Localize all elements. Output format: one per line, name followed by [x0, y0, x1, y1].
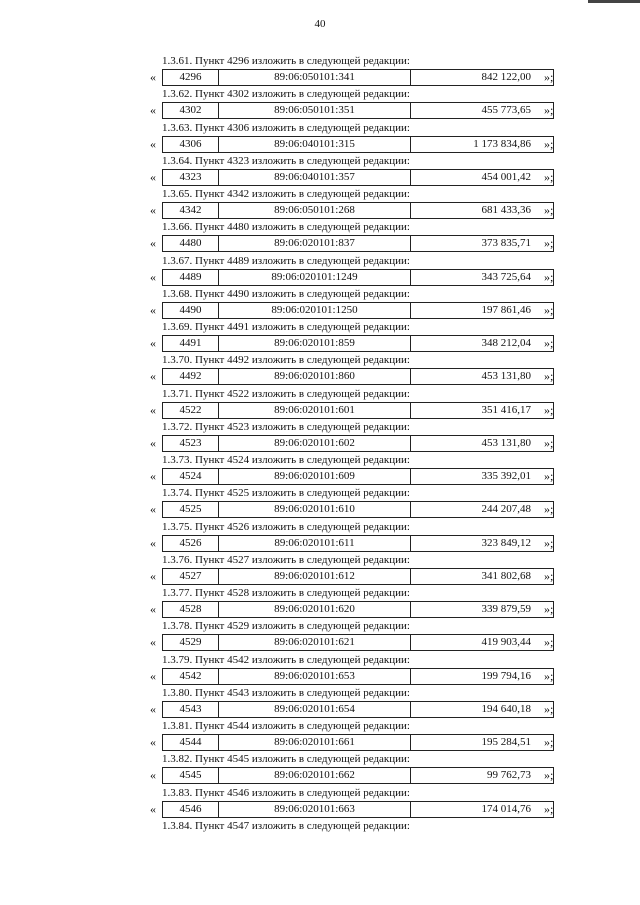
item-number-cell: 4544	[163, 735, 219, 750]
entry-heading: 1.3.68. Пункт 4490 изложить в следующей редакции:	[162, 287, 410, 300]
entry-heading: 1.3.81. Пункт 4544 изложить в следующей редакции:	[162, 720, 410, 732]
entry-table	[162, 468, 554, 485]
cadastral-number-cell: 89:06:020101:653	[219, 669, 411, 684]
entry-table	[162, 102, 554, 119]
amendments-list	[150, 55, 570, 820]
entry-table	[162, 136, 554, 153]
amendment-entry	[150, 554, 570, 587]
item-number-cell: 4543	[163, 702, 219, 717]
item-number-cell: 4523	[163, 436, 219, 451]
close-quote: »;	[544, 302, 554, 317]
entry-heading: 1.3.75. Пункт 4526 изложить в следующей редакции:	[162, 520, 410, 533]
cadastral-number-cell: 89:06:020101:837	[219, 236, 411, 251]
amendment-entry	[150, 88, 570, 121]
cadastral-value-cell: 681 433,36	[481, 204, 531, 216]
cadastral-value-cell: 348 212,04	[481, 337, 531, 349]
open-quote: «	[150, 502, 156, 517]
close-quote: »;	[544, 103, 554, 118]
close-quote: »;	[544, 469, 554, 483]
entry-row	[150, 402, 570, 419]
close-quote: »;	[544, 568, 554, 583]
cadastral-number-cell: 89:06:050101:268	[219, 203, 411, 218]
cadastral-number-cell: 89:06:020101:611	[219, 536, 411, 551]
entry-table	[162, 435, 554, 452]
entry-heading: 1.3.69. Пункт 4491 изложить в следующей редакции:	[162, 321, 410, 333]
open-quote: «	[150, 768, 156, 783]
entry-row	[150, 202, 570, 219]
entry-heading: 1.3.78. Пункт 4529 изложить в следующей редакции:	[162, 620, 410, 633]
open-quote: «	[150, 535, 156, 550]
entry-heading: 1.3.64. Пункт 4323 изложить в следующей редакции:	[162, 154, 410, 167]
entry-heading: 1.3.73. Пункт 4524 изложить в следующей редакции:	[162, 454, 410, 466]
final-heading: 1.3.84. Пункт 4547 изложить в следующей редакции:	[162, 820, 410, 832]
entry-table	[162, 235, 554, 252]
entry-row	[150, 235, 570, 252]
cadastral-value-cell: 174 014,76	[481, 802, 531, 815]
amendment-entry	[150, 521, 570, 554]
cadastral-value-cell: 1 173 834,86	[473, 137, 531, 150]
amendment-entry	[150, 587, 570, 620]
amendment-entry	[150, 753, 570, 786]
cadastral-value-cell: 419 903,44	[481, 636, 531, 649]
cadastral-value-cell: 454 001,42	[481, 170, 531, 183]
item-number-cell: 4542	[163, 669, 219, 684]
entry-heading: 1.3.79. Пункт 4542 изложить в следующей редакции:	[162, 653, 410, 666]
entry-table	[162, 634, 554, 651]
close-quote: »;	[544, 136, 554, 151]
amendment-entry	[150, 55, 570, 88]
entry-heading: 1.3.67. Пункт 4489 изложить в следующей редакции:	[162, 254, 410, 267]
item-number-cell: 4323	[163, 170, 219, 185]
amendment-entry	[150, 155, 570, 188]
cadastral-value-cell: 99 762,73	[487, 769, 531, 782]
open-quote: «	[150, 269, 156, 284]
cadastral-number-cell: 89:06:020101:1249	[219, 270, 411, 285]
amendment-entry	[150, 188, 570, 221]
open-quote: «	[150, 169, 156, 184]
open-quote: «	[150, 635, 156, 650]
open-quote: «	[150, 236, 156, 251]
cadastral-value-cell: 453 131,80	[481, 370, 531, 383]
entry-table	[162, 202, 554, 219]
entry-table	[162, 402, 554, 419]
cadastral-value-cell: 339 879,59	[481, 603, 531, 615]
close-quote: »;	[544, 169, 554, 184]
entry-heading: 1.3.61. Пункт 4296 изложить в следующей редакции:	[162, 55, 410, 67]
open-quote: «	[150, 435, 156, 450]
open-quote: «	[150, 602, 156, 616]
cadastral-number-cell: 89:06:020101:859	[219, 336, 411, 351]
entry-row	[150, 701, 570, 718]
amendment-entry	[150, 122, 570, 155]
entry-row	[150, 634, 570, 651]
entry-heading: 1.3.74. Пункт 4525 изложить в следующей редакции:	[162, 487, 410, 500]
entry-table	[162, 335, 554, 352]
entry-table	[162, 501, 554, 518]
entry-row	[150, 269, 570, 286]
item-number-cell: 4524	[163, 469, 219, 484]
entry-table	[162, 535, 554, 552]
item-number-cell: 4302	[163, 103, 219, 118]
page-number: 40	[314, 18, 326, 30]
item-number-cell: 4527	[163, 569, 219, 584]
close-quote: »;	[544, 735, 554, 749]
cadastral-number-cell: 89:06:020101:610	[219, 502, 411, 517]
close-quote: »;	[544, 203, 554, 217]
close-quote: »;	[544, 435, 554, 450]
entry-row	[150, 568, 570, 585]
amendment-entry	[150, 687, 570, 720]
cadastral-value-cell: 197 861,46	[481, 303, 531, 316]
close-quote: »;	[544, 502, 554, 517]
entry-heading: 1.3.82. Пункт 4545 изложить в следующей редакции:	[162, 753, 410, 766]
entry-table	[162, 801, 554, 818]
entry-table	[162, 69, 554, 86]
close-quote: »;	[544, 701, 554, 716]
amendment-entry	[150, 620, 570, 653]
close-quote: »;	[544, 336, 554, 350]
entry-row	[150, 169, 570, 186]
scan-corner-mark	[588, 0, 640, 3]
cadastral-number-cell: 89:06:020101:620	[219, 602, 411, 617]
entry-row	[150, 734, 570, 751]
entry-heading: 1.3.76. Пункт 4527 изложить в следующей редакции:	[162, 553, 410, 566]
cadastral-value-cell: 335 392,01	[481, 470, 531, 482]
cadastral-number-cell: 89:06:020101:612	[219, 569, 411, 584]
cadastral-number-cell: 89:06:020101:621	[219, 635, 411, 650]
entry-heading: 1.3.63. Пункт 4306 изложить в следующей редакции:	[162, 121, 410, 134]
close-quote: »;	[544, 70, 554, 84]
cadastral-number-cell: 89:06:020101:662	[219, 768, 411, 783]
open-quote: «	[150, 568, 156, 583]
cadastral-number-cell: 89:06:020101:1250	[219, 303, 411, 318]
close-quote: »;	[544, 635, 554, 650]
cadastral-number-cell: 89:06:020101:609	[219, 469, 411, 484]
open-quote: «	[150, 402, 156, 417]
cadastral-number-cell: 89:06:050101:341	[219, 70, 411, 85]
entry-row	[150, 801, 570, 818]
cadastral-value-cell: 199 794,16	[481, 669, 531, 682]
amendment-entry	[150, 288, 570, 321]
entry-row	[150, 767, 570, 784]
entry-table	[162, 568, 554, 585]
close-quote: »;	[544, 236, 554, 251]
item-number-cell: 4545	[163, 768, 219, 783]
amendment-entry	[150, 720, 570, 753]
entry-table	[162, 668, 554, 685]
entry-heading: 1.3.65. Пункт 4342 изложить в следующей редакции:	[162, 188, 410, 200]
close-quote: »;	[544, 801, 554, 816]
cadastral-number-cell: 89:06:020101:601	[219, 403, 411, 418]
entry-row	[150, 435, 570, 452]
entry-row	[150, 102, 570, 119]
entry-row	[150, 668, 570, 685]
cadastral-value-cell: 453 131,80	[481, 436, 531, 449]
cadastral-value-cell: 373 835,71	[481, 237, 531, 250]
amendment-entry	[150, 454, 570, 487]
close-quote: »;	[544, 269, 554, 284]
item-number-cell: 4306	[163, 137, 219, 152]
cadastral-number-cell: 89:06:040101:315	[219, 137, 411, 152]
entry-row	[150, 535, 570, 552]
cadastral-value-cell: 842 122,00	[481, 71, 531, 83]
cadastral-number-cell: 89:06:020101:663	[219, 802, 411, 817]
item-number-cell: 4529	[163, 635, 219, 650]
cadastral-value-cell: 455 773,65	[481, 104, 531, 117]
entry-row	[150, 69, 570, 86]
entry-heading: 1.3.66. Пункт 4480 изложить в следующей редакции:	[162, 221, 410, 234]
cadastral-number-cell: 89:06:020101:602	[219, 436, 411, 451]
close-quote: »;	[544, 369, 554, 384]
open-quote: «	[150, 70, 156, 84]
cadastral-number-cell: 89:06:020101:654	[219, 702, 411, 717]
amendment-entry	[150, 321, 570, 354]
entry-table	[162, 701, 554, 718]
item-number-cell: 4525	[163, 502, 219, 517]
entry-table	[162, 302, 554, 319]
entry-heading: 1.3.71. Пункт 4522 изложить в следующей редакции:	[162, 387, 410, 400]
cadastral-value-cell: 244 207,48	[481, 503, 531, 516]
cadastral-value-cell: 194 640,18	[481, 702, 531, 715]
item-number-cell: 4491	[163, 336, 219, 351]
entry-table	[162, 601, 554, 618]
open-quote: «	[150, 801, 156, 816]
item-number-cell: 4489	[163, 270, 219, 285]
open-quote: «	[150, 203, 156, 217]
amendment-entry	[150, 787, 570, 820]
close-quote: »;	[544, 668, 554, 683]
entry-row	[150, 302, 570, 319]
entry-table	[162, 767, 554, 784]
entry-table	[162, 368, 554, 385]
cadastral-value-cell: 343 725,64	[481, 270, 531, 283]
open-quote: «	[150, 735, 156, 749]
close-quote: »;	[544, 535, 554, 550]
cadastral-value-cell: 341 802,68	[481, 569, 531, 582]
entry-row	[150, 601, 570, 618]
cadastral-number-cell: 89:06:040101:357	[219, 170, 411, 185]
open-quote: «	[150, 701, 156, 716]
close-quote: »;	[544, 402, 554, 417]
cadastral-value-cell: 323 849,12	[481, 536, 531, 549]
close-quote: »;	[544, 768, 554, 783]
entry-row	[150, 368, 570, 385]
cadastral-value-cell: 351 416,17	[481, 403, 531, 416]
entry-heading: 1.3.62. Пункт 4302 изложить в следующей редакции:	[162, 88, 410, 101]
cadastral-number-cell: 89:06:020101:661	[219, 735, 411, 750]
item-number-cell: 4528	[163, 602, 219, 617]
close-quote: »;	[544, 602, 554, 616]
cadastral-number-cell: 89:06:020101:860	[219, 369, 411, 384]
amendment-entry	[150, 487, 570, 520]
entry-heading: 1.3.70. Пункт 4492 изложить в следующей редакции:	[162, 354, 410, 367]
amendment-entry	[150, 654, 570, 687]
open-quote: «	[150, 369, 156, 384]
item-number-cell: 4480	[163, 236, 219, 251]
entry-table	[162, 169, 554, 186]
amendment-entry	[150, 221, 570, 254]
item-number-cell: 4490	[163, 303, 219, 318]
amendment-entry	[150, 388, 570, 421]
cadastral-value-cell: 195 284,51	[481, 736, 531, 748]
open-quote: «	[150, 336, 156, 350]
item-number-cell: 4526	[163, 536, 219, 551]
entry-table	[162, 269, 554, 286]
entry-heading: 1.3.77. Пункт 4528 изложить в следующей редакции:	[162, 587, 410, 599]
entry-heading: 1.3.83. Пункт 4546 изложить в следующей редакции:	[162, 786, 410, 799]
entry-table	[162, 734, 554, 751]
entry-row	[150, 136, 570, 153]
item-number-cell: 4492	[163, 369, 219, 384]
amendment-entry	[150, 255, 570, 288]
entry-heading: 1.3.80. Пункт 4543 изложить в следующей редакции:	[162, 686, 410, 699]
item-number-cell: 4296	[163, 70, 219, 85]
open-quote: «	[150, 136, 156, 151]
item-number-cell: 4546	[163, 802, 219, 817]
entry-row	[150, 501, 570, 518]
cadastral-number-cell: 89:06:050101:351	[219, 103, 411, 118]
item-number-cell: 4522	[163, 403, 219, 418]
open-quote: «	[150, 668, 156, 683]
amendment-entry	[150, 354, 570, 387]
entry-row	[150, 335, 570, 352]
open-quote: «	[150, 469, 156, 483]
entry-row	[150, 468, 570, 485]
item-number-cell: 4342	[163, 203, 219, 218]
amendment-entry	[150, 421, 570, 454]
open-quote: «	[150, 103, 156, 118]
entry-heading: 1.3.72. Пункт 4523 изложить в следующей редакции:	[162, 420, 410, 433]
open-quote: «	[150, 302, 156, 317]
